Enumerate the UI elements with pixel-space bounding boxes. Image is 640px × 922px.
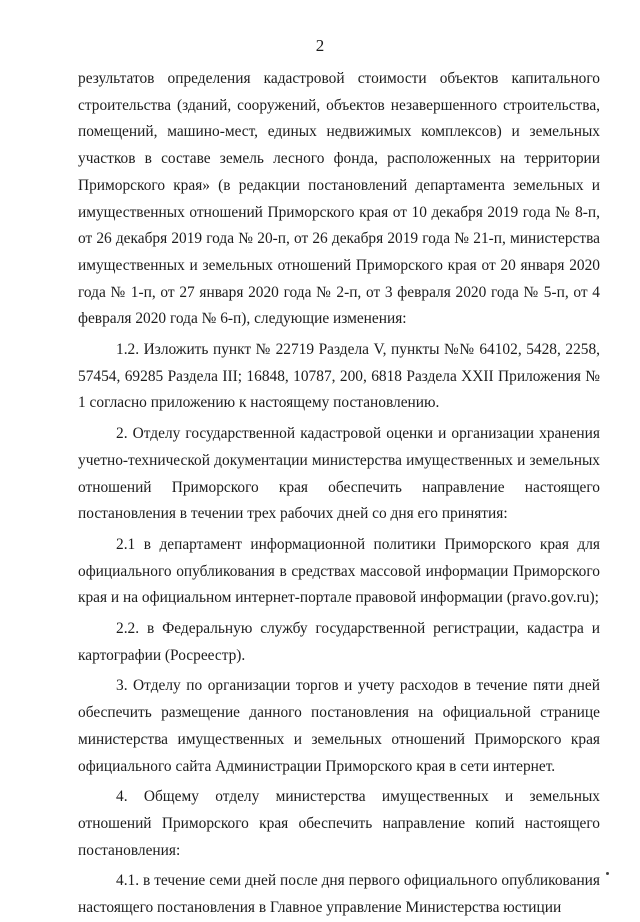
page-number: 2 <box>315 36 325 55</box>
paragraph-3: 3. Отделу по организации торгов и учету расходов в течение пяти дней обеспечить размещение данного постановления на официальной странице министерства имущественных и земельных отношений Приморского края официального сайта Администрации Приморского края в сети интернет. <box>78 677 600 775</box>
paragraph-4-1: 4.1. в течение семи дней после дня первого официального опубликования настоящего постановления в Главное управление Министерства юстиции <box>78 872 600 917</box>
scan-speck <box>606 872 609 875</box>
paragraph-4: 4. Общему отделу министерства имущественных и земельных отношений Приморского края обеспечить направление копий настоящего постановления: <box>78 788 600 859</box>
document-body <box>78 66 600 922</box>
paragraph-2: 2. Отделу государственной кадастровой оценки и организации хранения учетно-технической документации министерства имущественных и земельных отношений Приморского края обеспечить направление настоящего постановления в течении трех рабочих дней со дня его принятия: <box>78 425 600 523</box>
paragraph-continuation: результатов определения кадастровой стоимости объектов капитального строительства (зданий, сооружений, объектов незавершенного строительства, помещений, машино-мест, единых недвижимых комплексов) и земельных участков в составе земель лесного фонда, расположенных на территории Приморского края» (в редакции постановлений департамента земельных и имущественных отношений Приморского края от 10 декабря 2019 года № 8-п, от 26 декабря 2019 года № 20-п, от 26 декабря 2019 года № 21-п, министерства имущественных и земельных отношений Приморского края от 20 января 2020 года № 1-п, от 27 января 2020 года № 2-п, от 3 февраля 2020 года № 5-п, от 4 февраля 2020 года № 6-п), следующие изменения: <box>78 70 600 328</box>
paragraph-2-2: 2.2. в Федеральную службу государственной регистрации, кадастра и картографии (Росреестр). <box>78 620 600 664</box>
paragraph-2-1: 2.1 в департамент информационной политики Приморского края для официального опубликования в средствах массовой информации Приморского края и на официальном интернет-портале правовой информации (pravo.gov.ru); <box>78 535 600 607</box>
paragraph-1-2: 1.2. Изложить пункт № 22719 Раздела V, пункты №№ 64102, 5428, 2258, 57454, 69285 Раздела III; 16848, 10787, 200, 6818 Раздела XXII Приложения № 1 согласно приложению к настоящему постановлению. <box>78 341 600 412</box>
